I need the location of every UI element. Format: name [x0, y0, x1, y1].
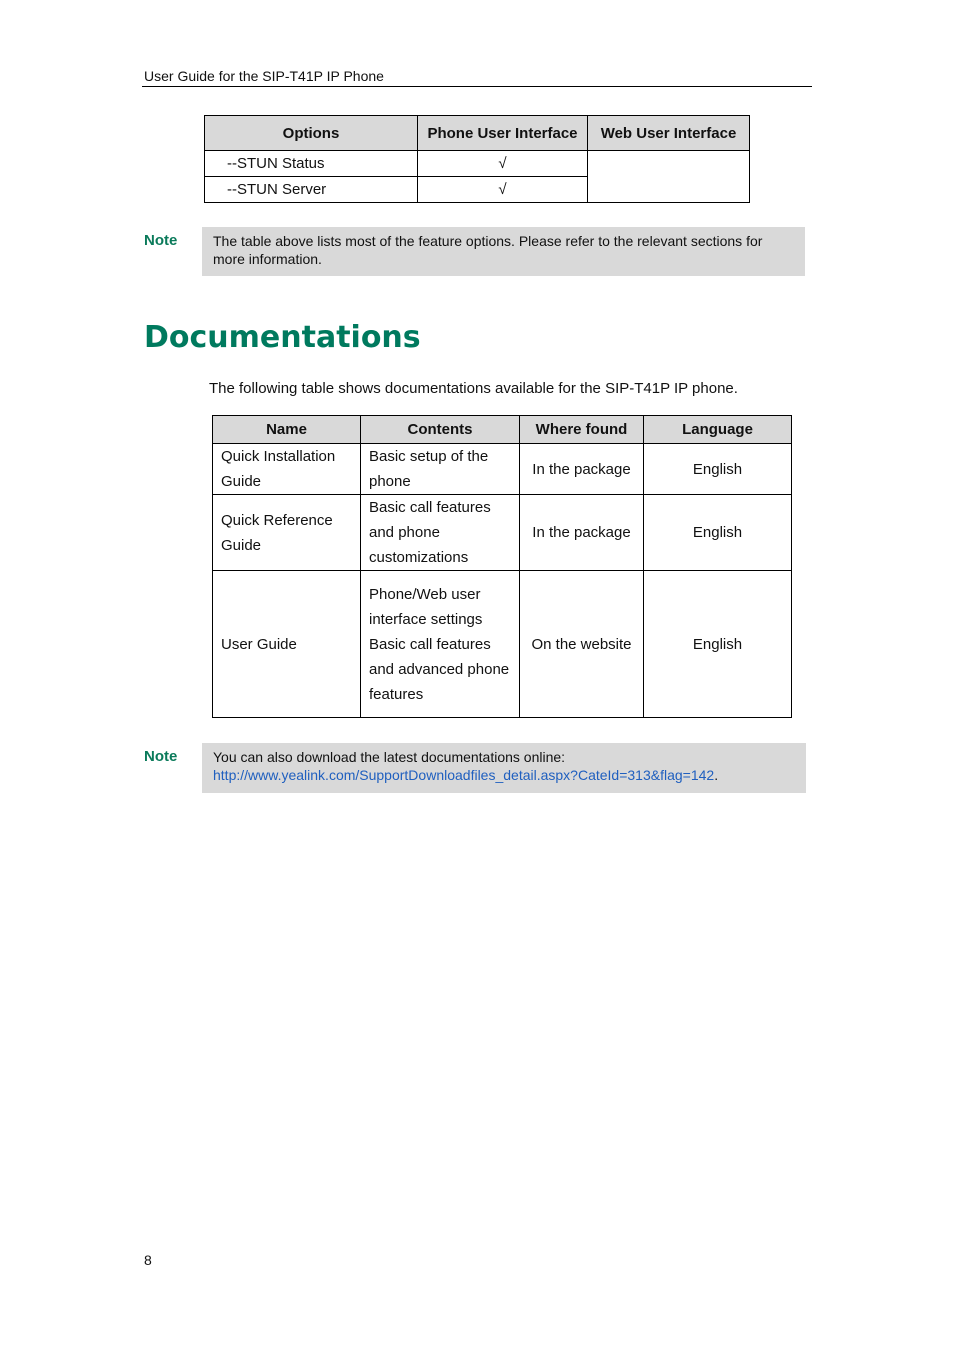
where-found-col-header: Where found — [520, 416, 644, 444]
web-ui-col-header: Web User Interface — [588, 116, 750, 151]
section-heading: Documentations — [144, 320, 421, 355]
page-header-title: User Guide for the SIP-T41P IP Phone — [144, 68, 384, 84]
contents-col-header: Contents — [361, 416, 520, 444]
link-suffix: . — [714, 767, 719, 783]
doc-contents-line: Basic call features and phone customizations — [369, 499, 491, 566]
doc-name-cell: User Guide — [213, 571, 361, 718]
doc-name-cell: Quick Reference Guide — [213, 495, 361, 571]
note-box — [202, 227, 805, 276]
web-ui-cell — [588, 151, 750, 203]
section-intro-text: The following table shows documentations available for the SIP-T41P IP phone. — [209, 380, 738, 397]
table-row — [213, 444, 792, 495]
table-row — [205, 151, 750, 177]
table-row — [213, 495, 792, 571]
note-label: Note — [144, 232, 178, 249]
language-col-header: Language — [644, 416, 792, 444]
doc-name-cell: Quick Installation Guide — [213, 444, 361, 495]
page-number: 8 — [144, 1252, 152, 1268]
doc-contents-cell — [361, 571, 520, 718]
phone-ui-check-cell: √ — [418, 177, 588, 203]
table-row — [213, 571, 792, 718]
doc-language-cell: English — [644, 495, 792, 571]
documentation-table — [212, 415, 792, 718]
note-box — [202, 743, 806, 793]
header-divider — [142, 86, 812, 87]
doc-contents-line: Basic call features and advanced phone features — [369, 635, 510, 703]
note-link-line — [213, 766, 794, 784]
options-table — [204, 115, 750, 203]
docs-table-header-row — [213, 416, 792, 444]
option-name-cell: --STUN Server — [205, 177, 418, 203]
note-text: The table above lists most of the feature options. Please refer to the relevant sections for more information. — [213, 233, 763, 267]
doc-language-cell: English — [644, 571, 792, 718]
options-table-header-row — [205, 116, 750, 151]
phone-ui-check-cell: √ — [418, 151, 588, 177]
doc-language-cell: English — [644, 444, 792, 495]
note-text: You can also download the latest documentations online: — [213, 749, 566, 765]
name-col-header: Name — [213, 416, 361, 444]
doc-contents-cell — [361, 444, 520, 495]
doc-contents-line: Phone/Web user interface settings — [369, 585, 483, 628]
doc-where-cell: In the package — [520, 495, 644, 571]
phone-ui-col-header: Phone User Interface — [418, 116, 588, 151]
doc-where-cell: On the website — [520, 571, 644, 718]
options-col-header: Options — [205, 116, 418, 151]
option-name-cell: --STUN Status — [205, 151, 418, 177]
doc-contents-cell — [361, 495, 520, 571]
download-link[interactable]: http://www.yealink.com/SupportDownloadfiles_detail.aspx?CateId=313&flag=142 — [213, 767, 715, 783]
doc-where-cell: In the package — [520, 444, 644, 495]
note-label: Note — [144, 748, 178, 765]
doc-contents-line: Basic setup of the phone — [369, 448, 489, 490]
